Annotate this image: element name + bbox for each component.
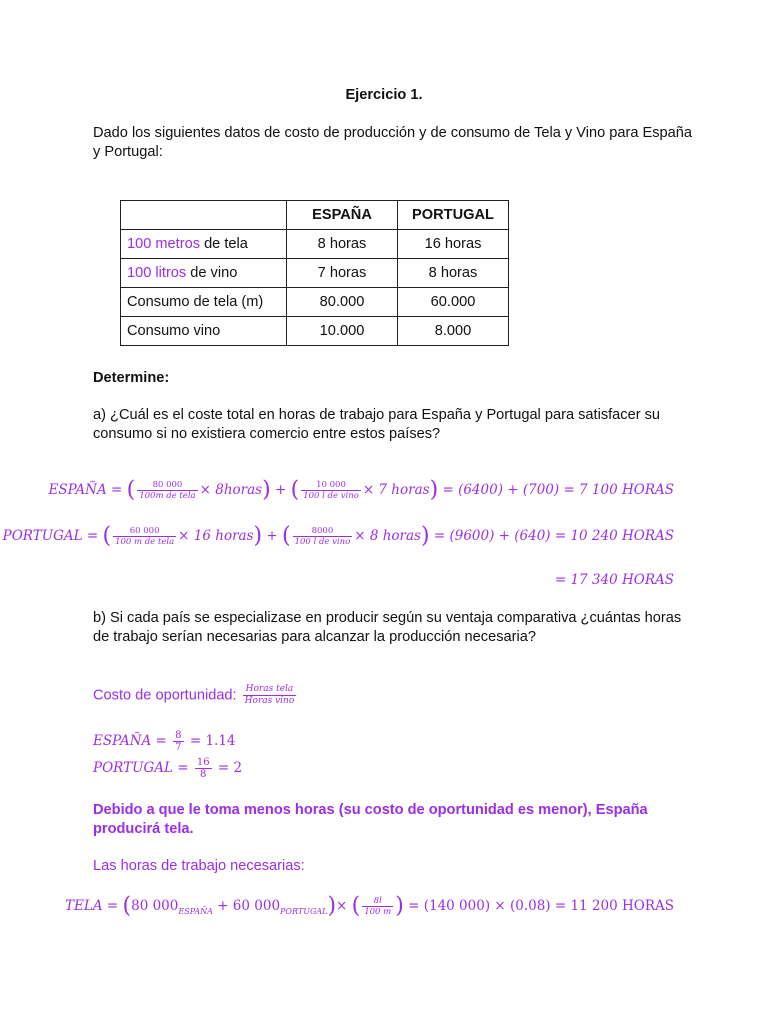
times-sign: × [336, 898, 348, 914]
fraction-numerator: 16 [196, 757, 210, 768]
eq-rhs: = (9600) + (640) = 10 240 HORAS [433, 528, 674, 544]
question-a: a) ¿Cuál es el coste total en horas de trabajo para España y Portugal para satisfacer su consumo si no existiera comercio entre estos países? [93, 407, 661, 442]
total-hours: = 17 340 HORAS [554, 572, 674, 588]
espana-ratio [93, 730, 236, 753]
cell-espana: 8 horas [287, 230, 398, 259]
table-row [121, 230, 509, 259]
fraction-denominator: 8 [200, 769, 207, 780]
ratio-fraction [195, 757, 212, 780]
ratio-lhs: ESPAÑA = [93, 733, 167, 749]
row-label-highlight: 100 metros [127, 236, 201, 252]
data-table [120, 200, 509, 346]
fraction-denominator: 100m de tela [139, 491, 196, 501]
hours-needed-label: Las horas de trabajo necesarias: [93, 858, 305, 874]
paren-open: ( [351, 893, 361, 919]
eq-term: × 8horas [199, 482, 263, 498]
eq-term: 80 000 [131, 898, 179, 914]
intro-paragraph: Dado los siguientes datos de costo de producción y de consumo de Tela y Vino para España y Portugal: [93, 125, 693, 160]
fraction-numerator: 80 000 [137, 480, 197, 491]
table-row [121, 317, 509, 346]
fraction-numerator: 60 000 [113, 526, 176, 537]
cell-espana: 7 horas [287, 259, 398, 288]
cell-portugal: 8.000 [398, 317, 509, 346]
plus-sign: + [274, 482, 287, 498]
fraction [137, 480, 197, 501]
ratio-lhs: PORTUGAL = [93, 760, 189, 776]
opportunity-cost-label: Costo de oportunidad: [93, 687, 241, 704]
table-header-row [121, 201, 509, 230]
cell-portugal: 60.000 [398, 288, 509, 317]
determine-heading: Determine: [93, 370, 170, 386]
table-row [121, 288, 509, 317]
equation-tela [65, 893, 674, 919]
fraction-denominator: 100 l de vino [294, 537, 351, 547]
fraction-numerator: Horas tela [243, 684, 297, 696]
fraction-numerator: 10 000 [301, 480, 361, 491]
row-label-rest: de vino [186, 265, 238, 281]
subscript: PORTUGAL [280, 907, 328, 916]
fraction [293, 526, 353, 547]
portugal-ratio [93, 757, 242, 780]
paren-close: ) [429, 477, 439, 503]
paren-open: ( [282, 523, 291, 549]
eq-rhs: = (6400) + (700) = 7 100 HORAS [442, 482, 674, 498]
row-label [121, 259, 287, 288]
fraction-numerator: 8 [175, 730, 182, 741]
ratio-rhs: = 1.14 [189, 733, 236, 749]
eq-term: × 8 horas [354, 528, 421, 544]
plus-sign: + [266, 528, 278, 544]
subscript: ESPAÑA [178, 907, 213, 916]
cell-espana: 10.000 [287, 317, 398, 346]
fraction-denominator: 100 m de tela [115, 537, 175, 547]
equation-portugal [2, 523, 674, 549]
cell-portugal: 16 horas [398, 230, 509, 259]
cell-espana: 80.000 [287, 288, 398, 317]
table-header-espana: ESPAÑA [287, 201, 398, 230]
eq-term: × 7 horas [362, 482, 430, 498]
row-label-highlight: 100 litros [127, 265, 187, 281]
fraction-denominator: 100 m [364, 907, 392, 917]
row-label-rest: de tela [200, 236, 248, 252]
ratio-fraction [173, 730, 183, 753]
row-label: Consumo vino [121, 317, 287, 346]
fraction [301, 480, 361, 501]
paren-open: ( [126, 477, 136, 503]
fraction-numerator: 8l [362, 896, 393, 907]
fraction-denominator: 100 l de vino [303, 491, 359, 501]
paren-open: ( [290, 477, 300, 503]
fraction-denominator: Horas vino [244, 696, 295, 706]
equation-espana [48, 477, 674, 503]
paren-close: ) [327, 893, 337, 919]
eq-lhs: PORTUGAL = [2, 528, 99, 544]
paren-open: ( [102, 523, 112, 549]
eq-term: × 16 horas [178, 528, 254, 544]
eq-term: + 60 000 [217, 898, 281, 914]
exercise-title: Ejercicio 1. [345, 87, 423, 103]
conclusion-text: Debido a que le toma menos horas (su costo de oportunidad es menor), España producirá tela. [93, 802, 648, 837]
eq-lhs: TELA = [65, 898, 119, 914]
paren-close: ) [262, 477, 271, 503]
fraction [113, 526, 176, 547]
table-header-empty [121, 201, 287, 230]
table-header-portugal: PORTUGAL [398, 201, 509, 230]
eq-lhs: ESPAÑA = [48, 482, 123, 498]
paren-close: ) [253, 523, 263, 549]
cell-portugal: 8 horas [398, 259, 509, 288]
ratio-rhs: = 2 [217, 760, 243, 776]
fraction-denominator: 7 [175, 742, 182, 753]
opportunity-cost-line [93, 684, 298, 707]
fraction-numerator: 8000 [293, 526, 353, 537]
question-b: b) Si cada país se especializase en producir según su ventaja comparativa ¿cuántas horas de trabajo serían necesarias para alcanzar la producción necesaria? [93, 610, 682, 645]
table-row [121, 259, 509, 288]
paren-close: ) [420, 523, 430, 549]
paren-open: ( [122, 893, 132, 919]
row-label [121, 230, 287, 259]
paren-close: ) [395, 893, 404, 919]
row-label: Consumo de tela (m) [121, 288, 287, 317]
fraction [362, 896, 393, 917]
eq-rhs: = (140 000) × (0.08) = 11 200 HORAS [408, 898, 674, 914]
opportunity-cost-fraction [243, 684, 297, 707]
